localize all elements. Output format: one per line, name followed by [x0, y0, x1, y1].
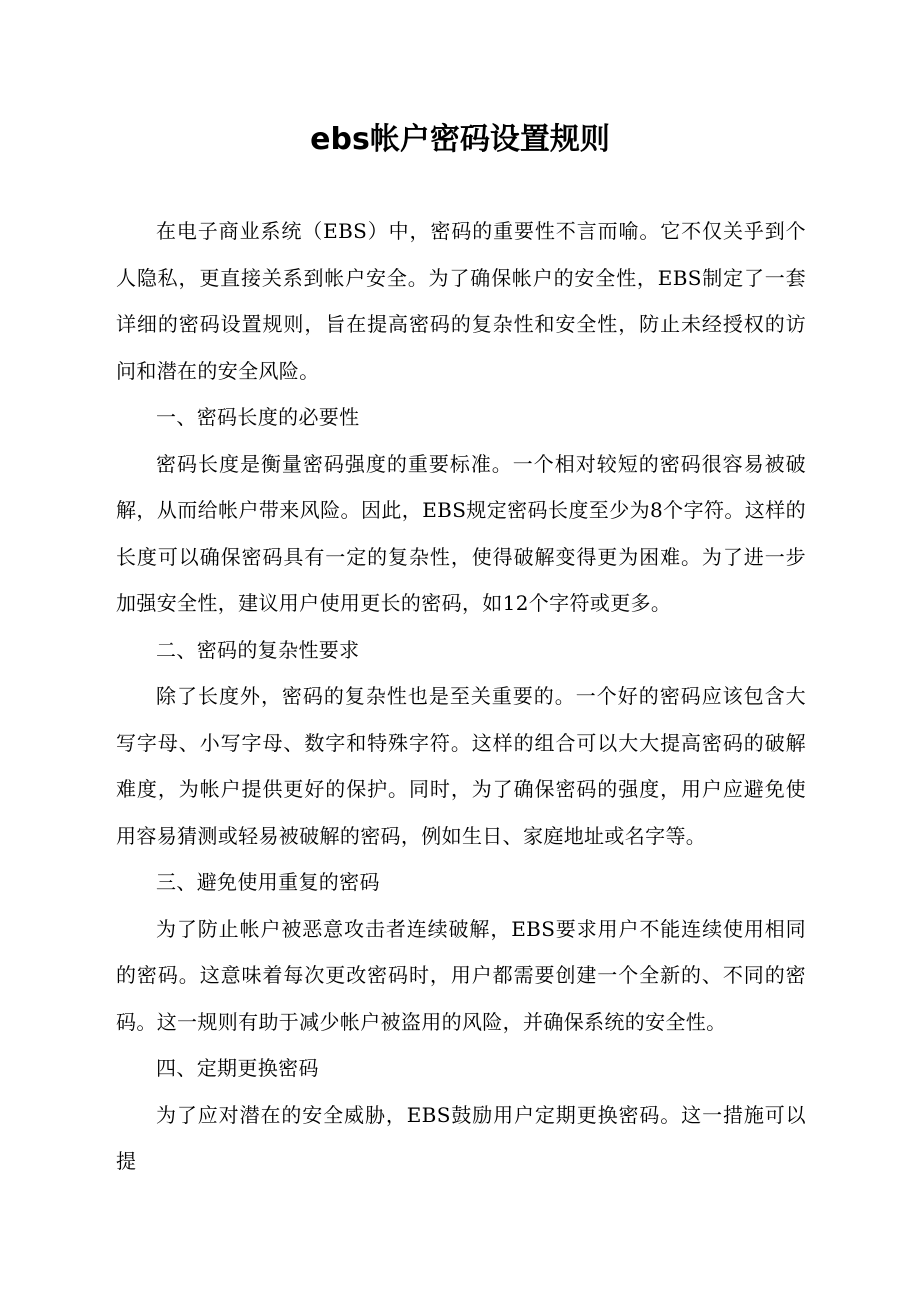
no-reuse-paragraph: 为了防止帐户被恶意攻击者连续破解，EBS要求用户不能连续使用相同的密码。这意味着每次更改密码时，用户都需要创建一个全新的、不同的密码。这一规则有助于减少帐户被盗用的风险，并确保系统的安全性。 [116, 916, 806, 1034]
section-heading-complexity: 二、密码的复杂性要求 [156, 637, 360, 662]
length-paragraph: 密码长度是衡量密码强度的重要标准。一个相对较短的密码很容易被破解，从而给帐户带来风险。因此，EBS规定密码长度至少为8个字符。这样的长度可以确保密码具有一定的复杂性，使得破解变得更为困难。为了进一步加强安全性，建议用户使用更长的密码，如12个字符或更多。 [116, 451, 806, 615]
section-heading-no-reuse: 三、避免使用重复的密码 [156, 870, 380, 894]
section-heading-length: 一、密码长度的必要性 [156, 405, 360, 429]
rotation-paragraph: 为了应对潜在的安全威胁，EBS鼓励用户定期更换密码。这一措施可以提 [116, 1102, 806, 1173]
intro-paragraph: 在电子商业系统（EBS）中，密码的重要性不言而喻。它不仅关乎到个人隐私，更直接关系到帐户安全。为了确保帐户的安全性，EBS制定了一套详细的密码设置规则，旨在提高密码的复杂性和安全性，防止未经授权的访问和潜在的安全风险。 [116, 219, 806, 383]
complexity-paragraph: 除了长度外，密码的复杂性也是至关重要的。一个好的密码应该包含大写字母、小写字母、数字和特殊字符。这样的组合可以大大提高密码的破解难度，为帐户提供更好的保护。同时，为了确保密码的强度，用户应避免使用容易猜测或轻易被破解的密码，例如生日、家庭地址或名字等。 [116, 684, 806, 848]
section-heading-rotation: 四、定期更换密码 [156, 1056, 319, 1080]
page-title: ebs帐户密码设置规则 [310, 122, 610, 157]
document-body [116, 208, 806, 1185]
